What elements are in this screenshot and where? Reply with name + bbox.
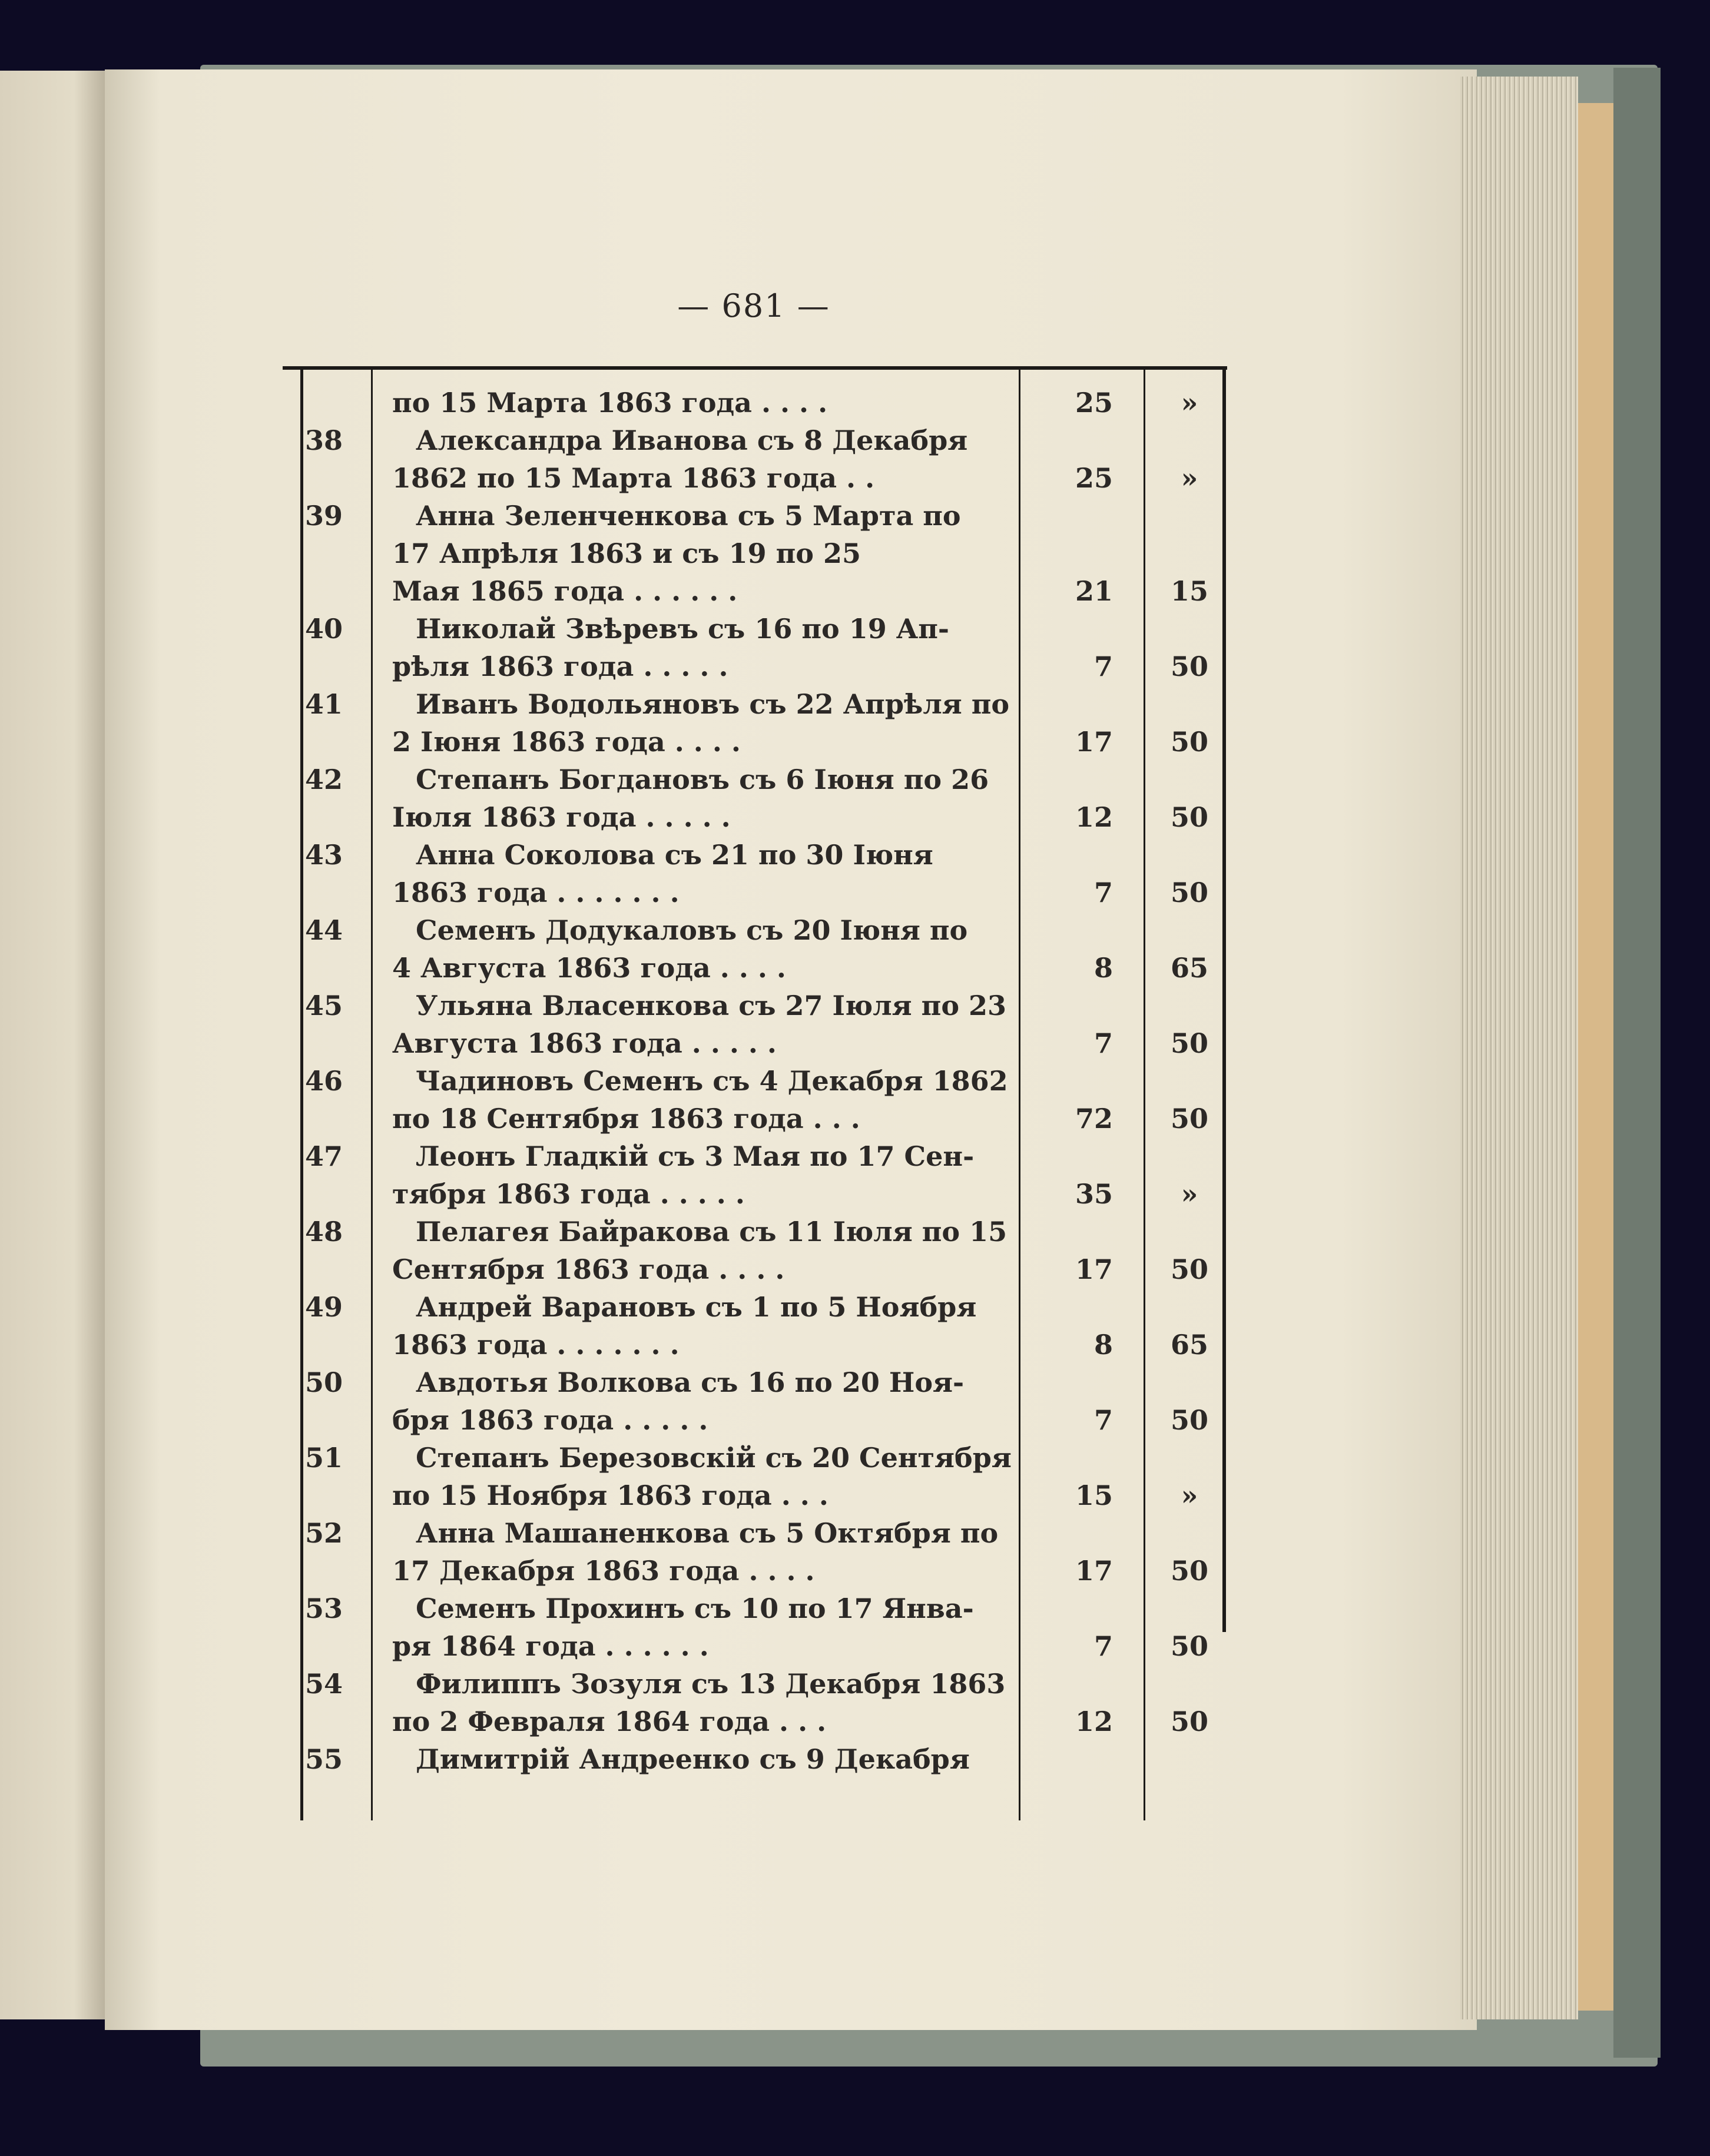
entry-description xyxy=(392,1740,1275,1778)
entry-description xyxy=(392,610,1275,685)
entry-line: по 15 Ноября 1863 года . . . xyxy=(392,1480,829,1511)
entry-line: Анна Машаненкова съ 5 Октября по xyxy=(416,1517,999,1549)
entry-line: Авдотья Волкова съ 16 по 20 Ноя- xyxy=(416,1366,965,1398)
entry-rubles: 8 xyxy=(1093,952,1113,984)
entry-rubles: 72 xyxy=(1075,1103,1113,1135)
entry-line: рѣля 1863 года . . . . . xyxy=(392,651,728,682)
entry-number: 52 xyxy=(304,1517,343,1549)
entry-kopecks: » xyxy=(1181,387,1198,419)
entry-line: Филиппъ Зозуля съ 13 Декабря 1863 xyxy=(416,1668,1006,1700)
ledger-row xyxy=(283,911,1227,987)
entry-description xyxy=(392,1062,1275,1137)
entry-line: Николай Звѣревъ съ 16 по 19 Ап- xyxy=(416,613,949,645)
entry-description xyxy=(392,1590,1275,1665)
page-number: — 681 — xyxy=(677,287,830,324)
entry-line: Анна Соколова съ 21 по 30 Іюня xyxy=(416,839,933,871)
entry-line: 1863 года . . . . . . . xyxy=(392,1329,680,1361)
entry-number: 46 xyxy=(304,1065,343,1097)
cover-spine xyxy=(1613,68,1661,2058)
entry-line: Леонъ Гладкій съ 3 Мая по 17 Сен- xyxy=(416,1140,975,1172)
entry-number: 43 xyxy=(304,839,343,871)
entry-description xyxy=(392,1439,1275,1514)
entry-kopecks: 65 xyxy=(1170,1329,1208,1361)
entry-line: 1862 по 15 Марта 1863 года . . xyxy=(392,462,875,494)
left-page-edge xyxy=(0,71,106,2019)
entry-rubles: 12 xyxy=(1075,801,1113,833)
entry-number: 45 xyxy=(304,990,343,1021)
entry-number: 41 xyxy=(304,688,343,720)
entry-description xyxy=(392,1137,1275,1213)
entry-line: по 18 Сентября 1863 года . . . xyxy=(392,1103,860,1135)
ledger-row xyxy=(283,1665,1227,1740)
entry-rubles: 8 xyxy=(1093,1329,1113,1361)
entry-line: по 2 Февраля 1864 года . . . xyxy=(392,1706,827,1737)
entry-number: 44 xyxy=(304,914,343,946)
entry-kopecks: 50 xyxy=(1170,1630,1208,1662)
entry-number: 51 xyxy=(304,1442,343,1474)
entry-line: Августа 1863 года . . . . . xyxy=(392,1027,777,1059)
entry-rubles: 7 xyxy=(1093,1404,1113,1436)
ledger-row xyxy=(283,384,1227,422)
entry-rubles: 21 xyxy=(1075,575,1113,607)
ledger-row xyxy=(283,1514,1227,1590)
ledger-row xyxy=(283,422,1227,497)
entry-description xyxy=(392,422,1275,497)
ledger-row xyxy=(283,987,1227,1062)
entry-number: 49 xyxy=(304,1291,343,1323)
entry-description xyxy=(392,761,1275,836)
entry-line: 17 Апрѣля 1863 и съ 19 по 25 xyxy=(392,538,861,569)
entry-line: 17 Декабря 1863 года . . . . xyxy=(392,1555,815,1587)
entry-line: Андрей Варановъ съ 1 по 5 Ноября xyxy=(416,1291,977,1323)
entry-line: Семенъ Додукаловъ съ 20 Іюня по xyxy=(416,914,968,946)
ledger-row xyxy=(283,1062,1227,1137)
entry-number: 42 xyxy=(304,764,343,795)
ledger-row xyxy=(283,497,1227,610)
ledger-row xyxy=(283,1364,1227,1439)
entry-rubles: 25 xyxy=(1075,387,1113,419)
entry-line: Мая 1865 года . . . . . . xyxy=(392,575,738,607)
ledger-row xyxy=(283,1137,1227,1213)
entry-rubles: 15 xyxy=(1075,1480,1113,1511)
entry-kopecks: » xyxy=(1181,1480,1198,1511)
entry-line: по 15 Марта 1863 года . . . . xyxy=(392,387,828,419)
ledger-row xyxy=(283,1590,1227,1665)
entry-number: 39 xyxy=(304,500,343,532)
entry-line: ря 1864 года . . . . . . xyxy=(392,1630,709,1662)
entry-kopecks: » xyxy=(1181,462,1198,494)
entry-kopecks: 50 xyxy=(1170,1404,1208,1436)
entry-kopecks: 50 xyxy=(1170,1555,1208,1587)
entry-rubles: 25 xyxy=(1075,462,1113,494)
entry-kopecks: 15 xyxy=(1170,575,1208,607)
entry-number: 50 xyxy=(304,1366,343,1398)
entry-number: 55 xyxy=(304,1743,343,1775)
entry-line: 4 Августа 1863 года . . . . xyxy=(392,952,786,984)
entry-number: 48 xyxy=(304,1216,343,1248)
entry-description xyxy=(392,911,1275,987)
ledger-row xyxy=(283,685,1227,761)
entry-line: Степанъ Богдановъ съ 6 Іюня по 26 xyxy=(416,764,989,795)
entry-rubles: 7 xyxy=(1093,1027,1113,1059)
entry-kopecks: 50 xyxy=(1170,1706,1208,1737)
ledger-row xyxy=(283,1439,1227,1514)
entry-description xyxy=(392,987,1275,1062)
ledger-row xyxy=(283,1213,1227,1288)
entry-description xyxy=(392,497,1275,610)
entry-line: Пелагея Байракова съ 11 Іюля по 15 xyxy=(416,1216,1008,1248)
entry-number: 54 xyxy=(304,1668,343,1700)
entry-description xyxy=(392,1665,1275,1740)
entry-description xyxy=(392,1514,1275,1590)
entry-line: тября 1863 года . . . . . xyxy=(392,1178,745,1210)
entry-kopecks: 50 xyxy=(1170,651,1208,682)
entry-kopecks: 50 xyxy=(1170,1027,1208,1059)
entry-description xyxy=(392,1364,1275,1439)
entry-description xyxy=(392,1288,1275,1364)
entry-line: Іюля 1863 года . . . . . xyxy=(392,801,731,833)
entry-number: 40 xyxy=(304,613,343,645)
ledger-row xyxy=(283,1740,1227,1778)
entry-rubles: 17 xyxy=(1075,1555,1113,1587)
entry-number: 47 xyxy=(304,1140,343,1172)
page-block-edges xyxy=(1460,77,1578,2019)
entry-line: Иванъ Водольяновъ съ 22 Апрѣля по xyxy=(416,688,1010,720)
entry-kopecks: 65 xyxy=(1170,952,1208,984)
entry-description xyxy=(392,384,1275,422)
entry-rubles: 7 xyxy=(1093,877,1113,908)
entry-line: Семенъ Прохинъ съ 10 по 17 Янва- xyxy=(416,1593,974,1624)
entry-number: 53 xyxy=(304,1593,343,1624)
entry-description xyxy=(392,836,1275,911)
entry-rubles: 12 xyxy=(1075,1706,1113,1737)
entry-kopecks: 50 xyxy=(1170,1253,1208,1285)
entry-line: Ульяна Власенкова съ 27 Іюля по 23 xyxy=(416,990,1007,1021)
entry-kopecks: 50 xyxy=(1170,726,1208,758)
entry-rubles: 7 xyxy=(1093,1630,1113,1662)
ledger-row xyxy=(283,1288,1227,1364)
table-top-rule xyxy=(283,366,1227,370)
entry-kopecks: 50 xyxy=(1170,801,1208,833)
entry-description xyxy=(392,1213,1275,1288)
entry-line: Анна Зеленченкова съ 5 Марта по xyxy=(416,500,961,532)
ledger-row xyxy=(283,610,1227,685)
entry-kopecks: 50 xyxy=(1170,877,1208,908)
entry-line: Степанъ Березовскій съ 20 Сентября xyxy=(416,1442,1012,1474)
entry-rubles: 17 xyxy=(1075,726,1113,758)
entry-line: Александра Иванова съ 8 Декабря xyxy=(416,424,968,456)
entry-kopecks: » xyxy=(1181,1178,1198,1210)
ledger-row xyxy=(283,836,1227,911)
entry-rubles: 35 xyxy=(1075,1178,1113,1210)
entry-rubles: 7 xyxy=(1093,651,1113,682)
entry-number: 38 xyxy=(304,424,343,456)
cover-board-edge xyxy=(1578,103,1613,2011)
entry-line: 1863 года . . . . . . . xyxy=(392,877,680,908)
entry-description xyxy=(392,685,1275,761)
entry-line: Чадиновъ Семенъ съ 4 Декабря 1862 xyxy=(416,1065,1008,1097)
entry-rubles: 17 xyxy=(1075,1253,1113,1285)
entry-line: бря 1863 года . . . . . xyxy=(392,1404,708,1436)
entry-line: Сентября 1863 года . . . . xyxy=(392,1253,785,1285)
entry-line: 2 Іюня 1863 года . . . . xyxy=(392,726,741,758)
entry-kopecks: 50 xyxy=(1170,1103,1208,1135)
ledger-row xyxy=(283,761,1227,836)
entry-line: Димитрій Андреенко съ 9 Декабря xyxy=(416,1743,970,1775)
ledger-table xyxy=(283,366,1227,1820)
